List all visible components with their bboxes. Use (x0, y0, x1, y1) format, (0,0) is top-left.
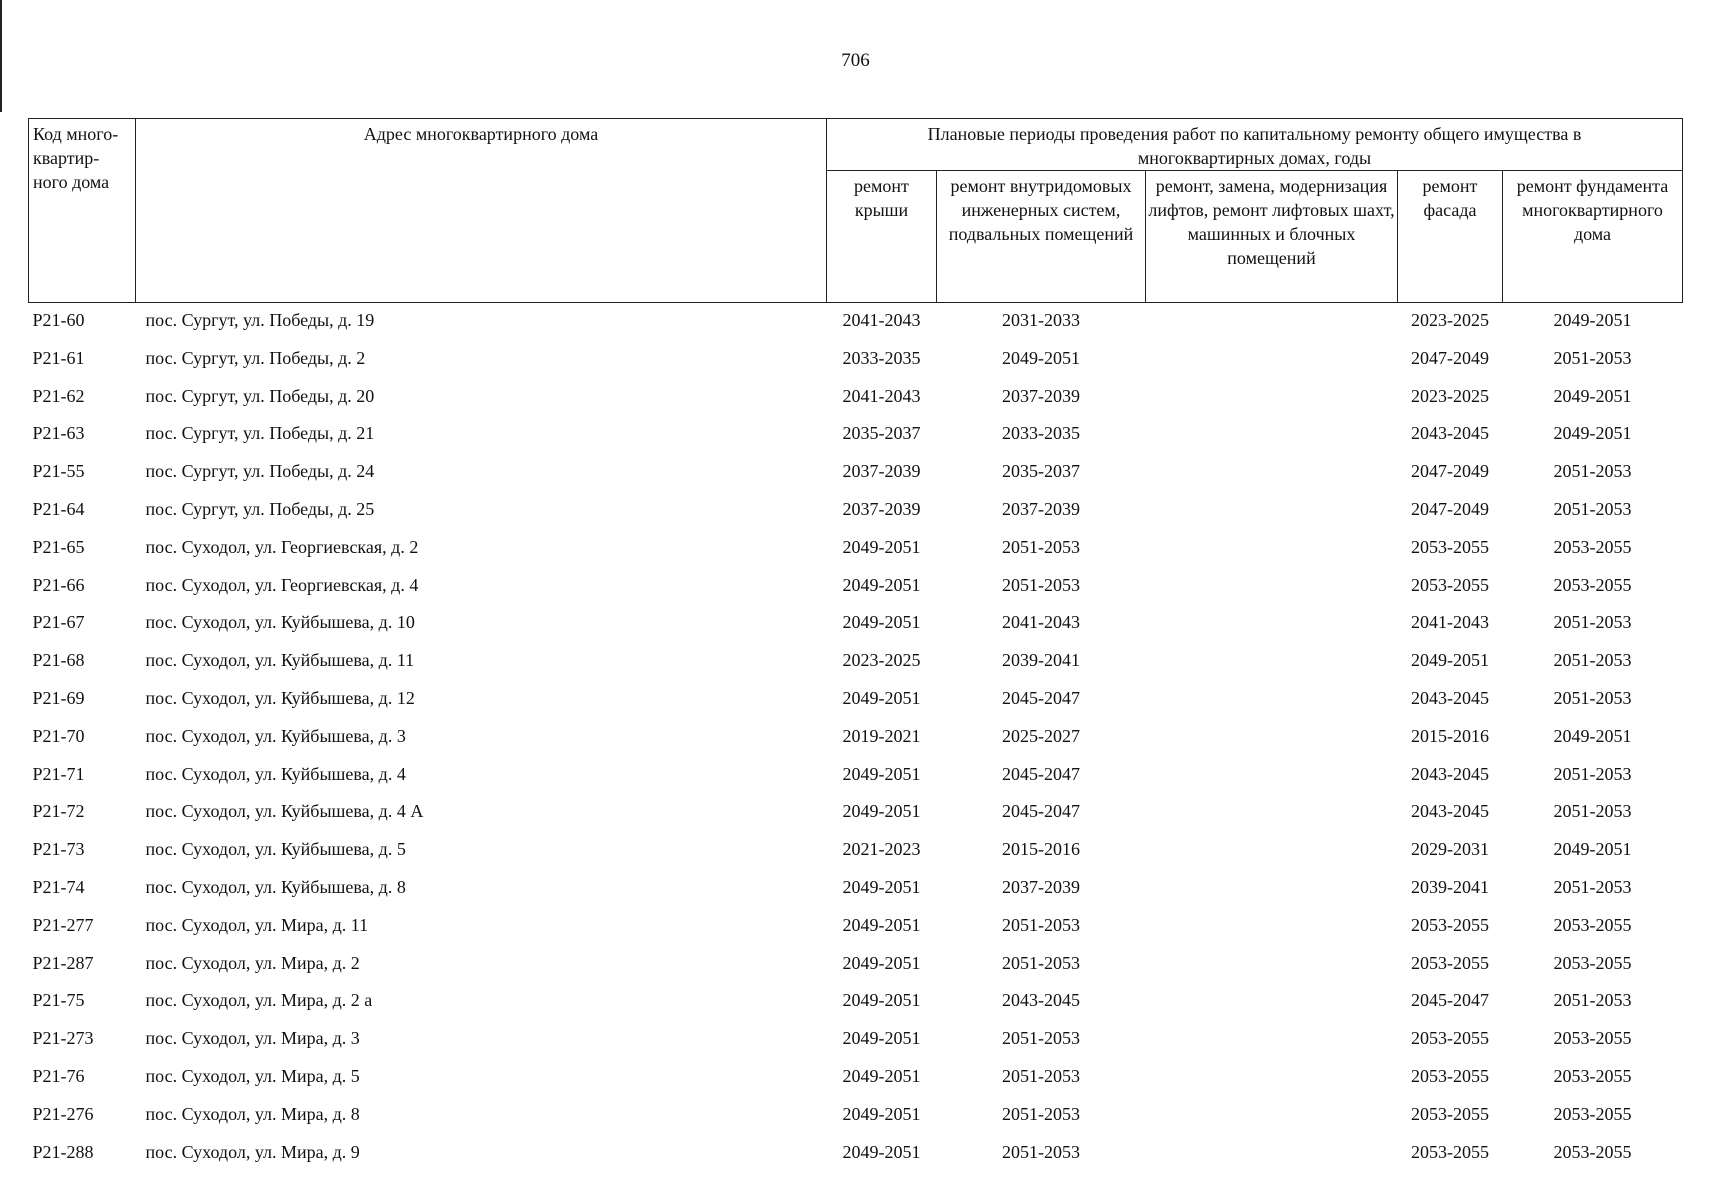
cell-address: пос. Суходол, ул. Куйбышева, д. 10 (145, 612, 415, 633)
cell-code: Р21-61 (32, 347, 85, 368)
table-row (29, 303, 1683, 342)
cell-roof: 2019-2021 (842, 725, 921, 746)
cell-roof: 2049-2051 (842, 763, 921, 784)
cell-address: пос. Суходол, ул. Мира, д. 11 (145, 914, 369, 935)
cell-address: пос. Сургут, ул. Победы, д. 2 (145, 347, 366, 368)
cell-systems: 2035-2037 (1002, 461, 1080, 482)
cell-foundation: 2053-2055 (1553, 1103, 1632, 1124)
cell-elevators (1146, 455, 1398, 493)
cell-roof: 2037-2039 (842, 498, 921, 519)
cell-foundation: 2049-2051 (1553, 725, 1632, 746)
cell-address: пос. Суходол, ул. Георгиевская, д. 4 (145, 574, 419, 595)
cell-systems: 2033-2035 (1002, 423, 1080, 444)
cell-foundation: 2053-2055 (1553, 1141, 1632, 1162)
cell-elevators (1146, 1060, 1398, 1098)
cell-systems: 2051-2053 (1002, 1141, 1080, 1162)
cell-code: Р21-65 (32, 536, 85, 557)
cell-roof: 2049-2051 (842, 1028, 921, 1049)
cell-address: пос. Суходол, ул. Куйбышева, д. 8 (145, 876, 406, 897)
cell-address: пос. Суходол, ул. Куйбышева, д. 11 (145, 650, 415, 671)
table-row (29, 455, 1683, 493)
cell-code: Р21-60 (32, 310, 85, 330)
cell-roof: 2023-2025 (842, 650, 921, 671)
cell-systems: 2043-2045 (1002, 990, 1080, 1011)
cell-foundation: 2051-2053 (1553, 687, 1632, 708)
cell-roof: 2049-2051 (842, 801, 921, 822)
cell-elevators (1146, 644, 1398, 682)
cell-elevators (1146, 342, 1398, 380)
table-row (29, 493, 1683, 531)
header-code: Код много-квартир-ного дома (29, 119, 136, 303)
cell-systems: 2041-2043 (1002, 612, 1080, 633)
cell-elevators (1146, 417, 1398, 455)
cell-foundation: 2049-2051 (1553, 385, 1632, 406)
cell-systems: 2031-2033 (1002, 310, 1080, 330)
cell-code: Р21-70 (32, 725, 85, 746)
cell-foundation: 2053-2055 (1553, 952, 1632, 973)
cell-systems: 2051-2053 (1002, 574, 1080, 595)
table-row (29, 984, 1683, 1022)
cell-elevators (1146, 1022, 1398, 1060)
cell-address: пос. Суходол, ул. Куйбышева, д. 3 (145, 725, 406, 746)
cell-foundation: 2053-2055 (1553, 914, 1632, 935)
cell-address: пос. Суходол, ул. Куйбышева, д. 5 (145, 839, 406, 860)
cell-systems: 2051-2053 (1002, 952, 1080, 973)
cell-foundation: 2049-2051 (1553, 839, 1632, 860)
cell-facade: 2043-2045 (1411, 687, 1489, 708)
cell-address: пос. Суходол, ул. Куйбышева, д. 4 (145, 763, 406, 784)
cell-elevators (1146, 871, 1398, 909)
table-body (29, 303, 1683, 1174)
cell-roof: 2033-2035 (842, 347, 921, 368)
cell-facade: 2049-2051 (1411, 650, 1489, 671)
cell-foundation: 2051-2053 (1553, 612, 1632, 633)
cell-code: Р21-273 (32, 1028, 94, 1049)
header-periods: Плановые периоды проведения работ по капитальному ремонту общего имущества в многоквартирных домах, годы (827, 119, 1683, 171)
header-foundation: ремонт фундамента многоквартирного дома (1503, 171, 1683, 303)
cell-foundation: 2051-2053 (1553, 763, 1632, 784)
cell-facade: 2039-2041 (1411, 876, 1489, 897)
cell-code: Р21-69 (32, 687, 85, 708)
cell-address: пос. Сургут, ул. Победы, д. 25 (145, 498, 375, 519)
header-systems: ремонт внутридомовых инженерных систем, подвальных помещений (937, 171, 1146, 303)
cell-foundation: 2051-2053 (1553, 990, 1632, 1011)
cell-facade: 2043-2045 (1411, 801, 1489, 822)
cell-systems: 2051-2053 (1002, 1065, 1080, 1086)
cell-systems: 2051-2053 (1002, 536, 1080, 557)
cell-code: Р21-277 (32, 914, 94, 935)
cell-roof: 2021-2023 (842, 839, 921, 860)
cell-code: Р21-67 (32, 612, 85, 633)
cell-address: пос. Суходол, ул. Мира, д. 2 а (145, 990, 373, 1011)
cell-roof: 2049-2051 (842, 687, 921, 708)
table-row (29, 1022, 1683, 1060)
cell-code: Р21-288 (32, 1141, 94, 1162)
cell-facade: 2047-2049 (1411, 498, 1489, 519)
cell-roof: 2049-2051 (842, 612, 921, 633)
cell-foundation: 2053-2055 (1553, 574, 1632, 595)
cell-code: Р21-73 (32, 839, 85, 860)
cell-elevators (1146, 380, 1398, 418)
cell-systems: 2051-2053 (1002, 1028, 1080, 1049)
cell-facade: 2043-2045 (1411, 423, 1489, 444)
repair-schedule-table (28, 118, 1683, 1173)
table-row (29, 682, 1683, 720)
cell-elevators (1146, 493, 1398, 531)
table-header (29, 119, 1683, 303)
cell-address: пос. Суходол, ул. Мира, д. 9 (145, 1141, 360, 1162)
cell-elevators (1146, 1098, 1398, 1136)
table-row (29, 833, 1683, 871)
cell-address: пос. Суходол, ул. Куйбышева, д. 12 (145, 687, 415, 708)
cell-roof: 2049-2051 (842, 914, 921, 935)
cell-elevators (1146, 795, 1398, 833)
cell-address: пос. Суходол, ул. Мира, д. 8 (145, 1103, 360, 1124)
cell-foundation: 2051-2053 (1553, 650, 1632, 671)
table-row (29, 795, 1683, 833)
cell-elevators (1146, 606, 1398, 644)
header-facade: ремонт фасада (1398, 171, 1503, 303)
cell-facade: 2053-2055 (1411, 1065, 1489, 1086)
cell-code: Р21-66 (32, 574, 85, 595)
table-row (29, 947, 1683, 985)
cell-foundation: 2049-2051 (1553, 423, 1632, 444)
cell-foundation: 2053-2055 (1553, 1065, 1632, 1086)
cell-code: Р21-63 (32, 423, 85, 444)
cell-systems: 2037-2039 (1002, 498, 1080, 519)
cell-elevators (1146, 531, 1398, 569)
cell-facade: 2053-2055 (1411, 536, 1489, 557)
table-row (29, 380, 1683, 418)
table-row (29, 909, 1683, 947)
cell-facade: 2053-2055 (1411, 574, 1489, 595)
cell-elevators (1146, 682, 1398, 720)
table-row (29, 1136, 1683, 1174)
cell-address: пос. Сургут, ул. Победы, д. 20 (145, 385, 375, 406)
cell-code: Р21-75 (32, 990, 85, 1011)
cell-roof: 2049-2051 (842, 1065, 921, 1086)
cell-code: Р21-68 (32, 650, 85, 671)
cell-systems: 2025-2027 (1002, 725, 1080, 746)
cell-elevators (1146, 1136, 1398, 1174)
cell-systems: 2039-2041 (1002, 650, 1080, 671)
cell-roof: 2049-2051 (842, 536, 921, 557)
cell-roof: 2049-2051 (842, 574, 921, 595)
cell-address: пос. Суходол, ул. Куйбышева, д. 4 А (145, 801, 424, 822)
cell-foundation: 2053-2055 (1553, 1028, 1632, 1049)
cell-roof: 2041-2043 (842, 310, 921, 330)
cell-systems: 2037-2039 (1002, 385, 1080, 406)
cell-foundation: 2051-2053 (1553, 498, 1632, 519)
cell-code: Р21-74 (32, 876, 85, 897)
cell-facade: 2053-2055 (1411, 1103, 1489, 1124)
cell-elevators (1146, 720, 1398, 758)
cell-address: пос. Суходол, ул. Георгиевская, д. 2 (145, 536, 419, 557)
cell-elevators (1146, 947, 1398, 985)
cell-facade: 2023-2025 (1411, 385, 1489, 406)
table-row (29, 417, 1683, 455)
cell-elevators (1146, 833, 1398, 871)
cell-foundation: 2051-2053 (1553, 801, 1632, 822)
cell-systems: 2051-2053 (1002, 1103, 1080, 1124)
cell-elevators (1146, 758, 1398, 796)
cell-address: пос. Суходол, ул. Мира, д. 5 (145, 1065, 360, 1086)
cell-facade: 2053-2055 (1411, 1141, 1489, 1162)
table-row (29, 871, 1683, 909)
cell-roof: 2035-2037 (842, 423, 921, 444)
header-elevators: ремонт, замена, модернизация лифтов, ремонт лифтовых шахт, машинных и блочных помещений (1146, 171, 1398, 303)
cell-elevators (1146, 569, 1398, 607)
table-row (29, 606, 1683, 644)
table-row (29, 342, 1683, 380)
cell-code: Р21-72 (32, 801, 85, 822)
cell-roof: 2041-2043 (842, 385, 921, 406)
cell-address: пос. Суходол, ул. Мира, д. 3 (145, 1028, 360, 1049)
cell-roof: 2049-2051 (842, 990, 921, 1011)
cell-roof: 2049-2051 (842, 952, 921, 973)
cell-roof: 2049-2051 (842, 1103, 921, 1124)
cell-facade: 2041-2043 (1411, 612, 1489, 633)
cell-address: пос. Сургут, ул. Победы, д. 19 (145, 310, 375, 330)
table-row (29, 720, 1683, 758)
table-row (29, 1060, 1683, 1098)
header-address: Адрес многоквартирного дома (136, 119, 827, 303)
cell-code: Р21-64 (32, 498, 85, 519)
cell-facade: 2047-2049 (1411, 461, 1489, 482)
cell-code: Р21-62 (32, 385, 85, 406)
page-number: 706 (841, 50, 870, 71)
cell-foundation: 2053-2055 (1553, 536, 1632, 557)
cell-foundation: 2051-2053 (1553, 461, 1632, 482)
table-row (29, 758, 1683, 796)
cell-roof: 2049-2051 (842, 1141, 921, 1162)
table-row (29, 644, 1683, 682)
table-row (29, 1098, 1683, 1136)
cell-code: Р21-276 (32, 1103, 94, 1124)
cell-code: Р21-287 (32, 952, 94, 973)
cell-facade: 2053-2055 (1411, 952, 1489, 973)
table-row (29, 531, 1683, 569)
cell-address: пос. Суходол, ул. Мира, д. 2 (145, 952, 360, 973)
cell-facade: 2053-2055 (1411, 914, 1489, 935)
table-row (29, 569, 1683, 607)
cell-facade: 2047-2049 (1411, 347, 1489, 368)
cell-systems: 2045-2047 (1002, 801, 1080, 822)
cell-systems: 2045-2047 (1002, 687, 1080, 708)
cell-facade: 2045-2047 (1411, 990, 1489, 1011)
cell-facade: 2029-2031 (1411, 839, 1489, 860)
cell-roof: 2049-2051 (842, 876, 921, 897)
cell-foundation: 2049-2051 (1553, 310, 1632, 330)
cell-systems: 2045-2047 (1002, 763, 1080, 784)
cell-systems: 2049-2051 (1002, 347, 1080, 368)
cell-facade: 2043-2045 (1411, 763, 1489, 784)
cell-elevators (1146, 984, 1398, 1022)
cell-roof: 2037-2039 (842, 461, 921, 482)
cell-foundation: 2051-2053 (1553, 347, 1632, 368)
cell-elevators (1146, 909, 1398, 947)
cell-address: пос. Сургут, ул. Победы, д. 24 (145, 461, 375, 482)
cell-code: Р21-71 (32, 763, 85, 784)
cell-systems: 2015-2016 (1002, 839, 1080, 860)
cell-foundation: 2051-2053 (1553, 876, 1632, 897)
cell-code: Р21-76 (32, 1065, 85, 1086)
cell-facade: 2023-2025 (1411, 310, 1489, 330)
cell-systems: 2051-2053 (1002, 914, 1080, 935)
cell-facade: 2015-2016 (1411, 725, 1489, 746)
cell-address: пос. Сургут, ул. Победы, д. 21 (145, 423, 375, 444)
cell-elevators (1146, 303, 1398, 342)
cell-code: Р21-55 (32, 461, 85, 482)
cell-facade: 2053-2055 (1411, 1028, 1489, 1049)
repair-schedule-table-wrapper (28, 118, 1682, 1173)
header-roof: ремонт крыши (827, 171, 937, 303)
cell-systems: 2037-2039 (1002, 876, 1080, 897)
